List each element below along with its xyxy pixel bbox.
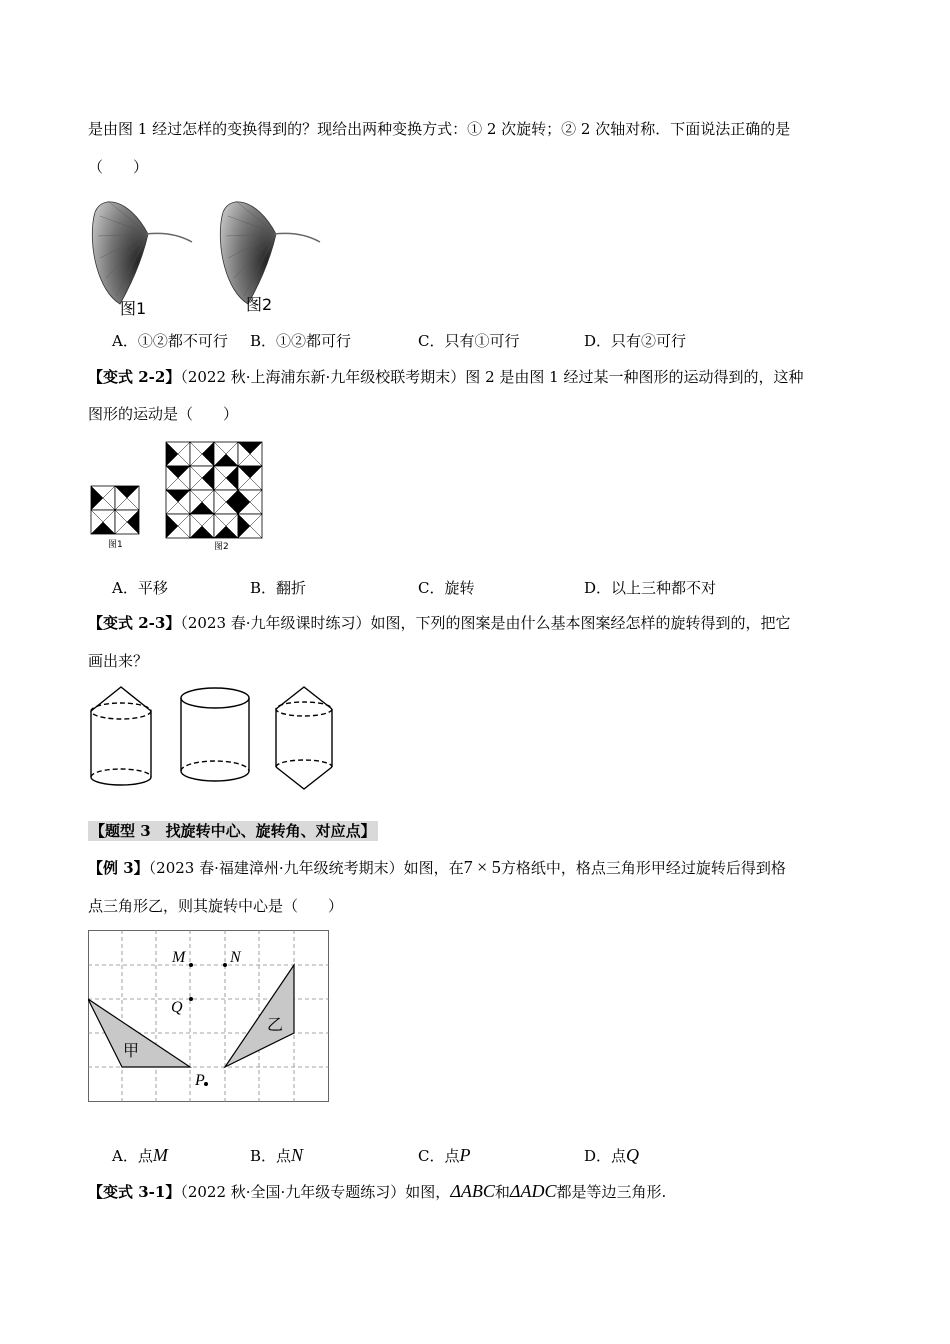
ginkgo-leaf-1 <box>92 201 192 304</box>
ginkgo-leaf-2 <box>220 201 320 304</box>
question-text <box>88 613 791 633</box>
question-text <box>88 857 786 878</box>
double-cone-cylinder <box>276 687 332 789</box>
option-prefix: A．点 <box>112 1147 153 1165</box>
option-a[interactable]: A．平移 <box>112 579 168 597</box>
math-abc: ΔABC <box>450 1181 495 1201</box>
figure-label: 图1 <box>120 299 147 318</box>
figure-label: 图2 <box>214 542 229 552</box>
ginkgo-figure <box>88 186 338 322</box>
option-c[interactable] <box>418 1145 470 1166</box>
point-q <box>189 997 193 1001</box>
option-d[interactable] <box>584 1145 639 1166</box>
option-d[interactable]: D．以上三种都不对 <box>584 579 717 597</box>
option-a[interactable] <box>112 1145 168 1166</box>
grid-figure <box>88 930 330 1103</box>
option-var: N <box>291 1145 304 1165</box>
triangle-tile-figure <box>88 440 268 555</box>
label-p: P <box>195 1072 205 1089</box>
question-text <box>88 367 803 387</box>
question-body: （2022 秋·上海浦东新·九年级校联考期末）图 2 是由图 1 经过某一种图形的运动得到的，这种 <box>180 368 804 386</box>
option-var: P <box>459 1145 471 1165</box>
tile-figure-2 <box>166 442 262 538</box>
point-m <box>189 963 193 967</box>
question-tag: 【变式 2-2】 <box>88 368 181 386</box>
question-text: 图形的运动是（ ） <box>88 405 239 423</box>
question-text: 画出来？ <box>88 652 149 670</box>
question-text: 点三角形乙，则其旋转中心是（ ） <box>88 897 344 915</box>
question-tag: 【变式 2-3】 <box>88 614 181 632</box>
question-tag: 【变式 3-1】 <box>88 1183 181 1201</box>
question-body: 和 <box>494 1183 510 1201</box>
question-body: （2023 春·九年级课时练习）如图，下列的图案是由什么基本图案经怎样的旋转得到的，把它 <box>180 614 791 632</box>
label-m: M <box>172 949 186 966</box>
option-d[interactable]: D．只有②可行 <box>584 332 687 350</box>
section-title: 【题型 3 找旋转中心、旋转角、对应点】 <box>90 822 376 840</box>
option-var: M <box>152 1145 168 1165</box>
label-q: Q <box>171 999 183 1016</box>
question-body: 方格纸中，格点三角形甲经过旋转后得到格 <box>500 859 786 877</box>
point-n <box>223 963 227 967</box>
option-var: Q <box>626 1145 640 1165</box>
question-body: （2022 秋·全国·九年级专题练习）如图， <box>180 1183 451 1201</box>
option-b[interactable]: B．①②都可行 <box>250 332 352 350</box>
cone-on-cylinder <box>91 687 151 785</box>
label-n: N <box>230 949 241 966</box>
option-prefix: B．点 <box>250 1147 292 1165</box>
option-prefix: D．点 <box>584 1147 627 1165</box>
solids-figure <box>86 683 346 791</box>
figure-label: 图1 <box>108 540 123 550</box>
math-adc: ΔADC <box>509 1181 557 1201</box>
option-c[interactable]: C．旋转 <box>418 579 475 597</box>
question-body: 都是等边三角形. <box>556 1183 667 1201</box>
cylinder <box>181 688 249 781</box>
question-text <box>88 1181 666 1202</box>
question-tag: 【例 3】 <box>88 859 149 877</box>
option-prefix: C．点 <box>418 1147 460 1165</box>
answer-bracket: （ ） <box>88 158 149 176</box>
question-text: 是由图 1 经过怎样的变换得到的？现给出两种变换方式：① 2 次旋转；② 2 次轴对称．下面说法正确的是 <box>88 120 791 138</box>
option-c[interactable]: C．只有①可行 <box>418 332 520 350</box>
option-a[interactable]: A．①②都不可行 <box>112 332 228 350</box>
option-b[interactable] <box>250 1145 303 1166</box>
figure-label: 图2 <box>246 295 273 314</box>
label-yi: 乙 <box>267 1015 284 1034</box>
option-b[interactable]: B．翻折 <box>250 579 307 597</box>
section-heading <box>88 821 378 841</box>
label-jia: 甲 <box>123 1041 140 1060</box>
question-body: （2023 春·福建漳州·九年级统考期末）如图，在 <box>148 859 464 877</box>
grid-size: 7 × 5 <box>463 857 501 877</box>
tile-figure-1 <box>91 486 139 534</box>
